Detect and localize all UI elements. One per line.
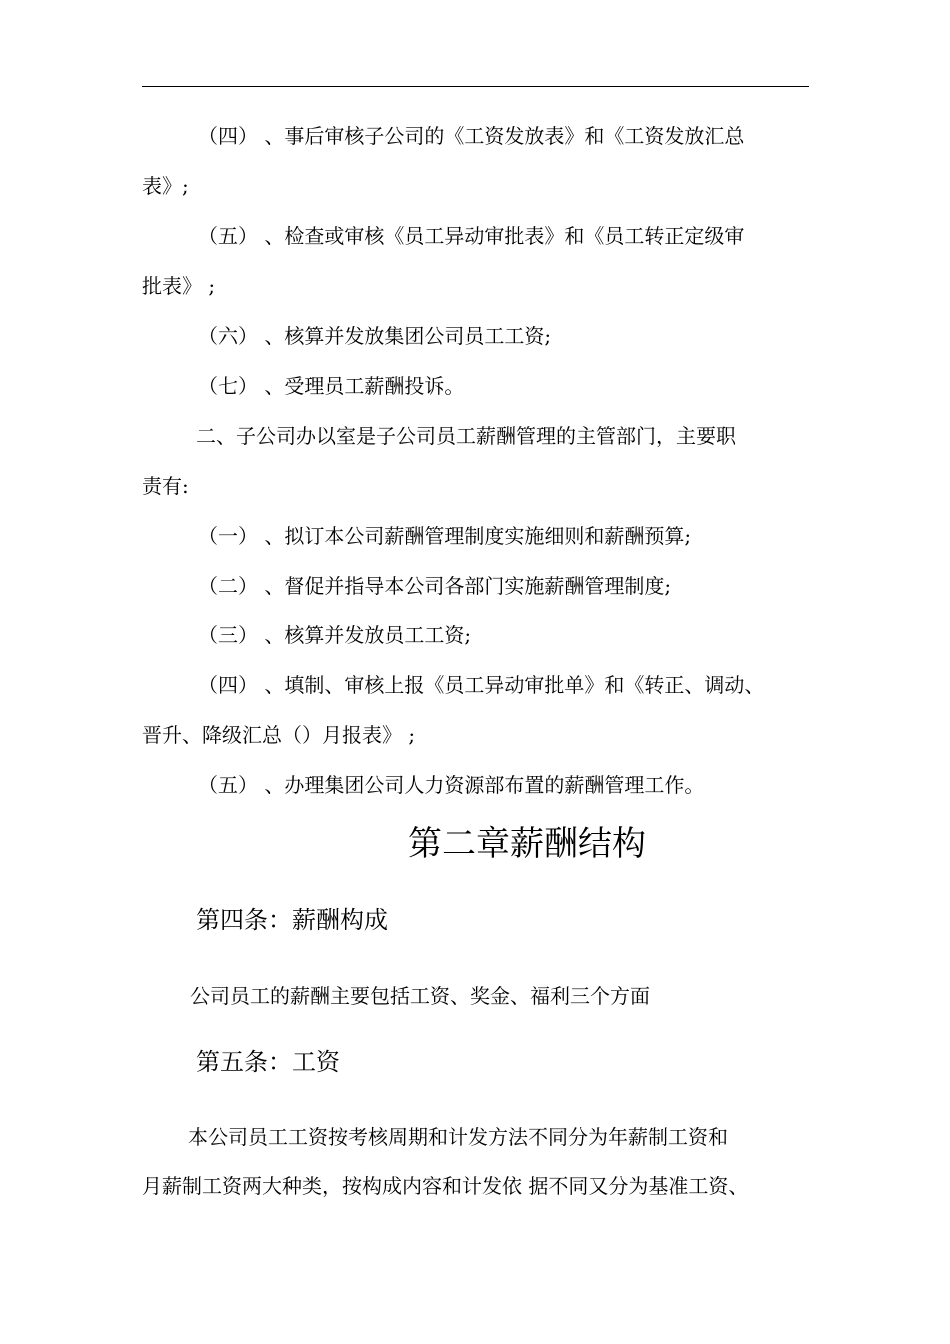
text-line: 责有: xyxy=(142,474,189,498)
text-line: （一） 、拟订本公司薪酬管理制度实施细则和薪酬预算; xyxy=(198,524,692,548)
text-line: 表》; xyxy=(142,174,189,198)
text-line: （五） 、办理集团公司人力资源部布置的薪酬管理工作。 xyxy=(198,773,705,797)
article-body: 本公司员工工资按考核周期和计发方法不同分为年薪制工资和 xyxy=(188,1125,728,1149)
text-line: （五） 、检查或审核《员工异动审批表》和《员工转正定级审 xyxy=(198,224,745,248)
text-line: （四） 、填制、审核上报《员工异动审批单》和《转正、调动、 xyxy=(198,673,765,697)
text-line: （三） 、核算并发放员工工资; xyxy=(198,623,472,647)
article-heading: 第五条：工资 xyxy=(196,1048,340,1076)
article-body: 月薪制工资两大种类，按构成内容和计发依 据不同又分为基准工资、 xyxy=(142,1174,749,1198)
text-line: （六） 、核算并发放集团公司员工工资; xyxy=(198,324,552,348)
article-heading: 第四条：薪酬构成 xyxy=(196,906,388,934)
text-line: （七） 、受理员工薪酬投诉。 xyxy=(198,374,465,398)
text-line: （四） 、事后审核子公司的《工资发放表》和《工资发放汇总 xyxy=(198,124,745,148)
header-rule xyxy=(142,86,809,87)
text-line: 晋升、降级汇总（）月报表》 ; xyxy=(142,723,416,747)
text-line: （二） 、督促并指导本公司各部门实施薪酬管理制度; xyxy=(198,574,672,598)
chapter-title: 第二章薪酬结构 xyxy=(408,824,646,864)
text-line: 二、子公司办以室是子公司员工薪酬管理的主管部门，主要职 xyxy=(196,424,736,448)
text-line: 批表》 ; xyxy=(142,274,216,298)
article-body: 公司员工的薪酬主要包括工资、奖金、福利三个方面 xyxy=(190,984,650,1008)
